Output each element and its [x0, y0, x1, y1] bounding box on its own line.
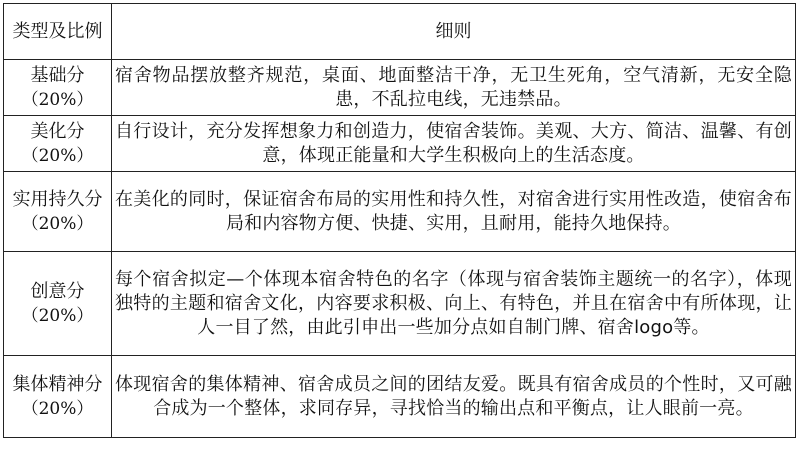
table-row: [4, 356, 796, 438]
category-name: 创意分: [30, 280, 85, 302]
details-cell: 在美化的同时，保证宿舍布局的实用性和持久性，对宿舍进行实用性改造，使宿舍布局和内容物方便、快捷、实用，且耐用，能持久地保持。: [112, 172, 796, 252]
table-row: [4, 60, 796, 116]
category-name: 实用持久分: [12, 188, 103, 210]
details-cell: 宿舍物品摆放整齐规范，桌面、地面整洁干净，无卫生死角，空气清新，无安全隐患，不乱拉电线，无违禁品。: [112, 60, 796, 116]
category-cell: [4, 116, 112, 172]
category-name: 集体精神分: [12, 373, 103, 395]
category-ratio: （20%）: [21, 398, 94, 419]
table-row: [4, 172, 796, 252]
details-cell: 体现宿舍的集体精神、宿舍成员之间的团结友爱。既具有宿舍成员的个性时，又可融合成为一个整体，求同存异，寻找恰当的输出点和平衡点，让人眼前一亮。: [112, 356, 796, 438]
category-ratio: （20%）: [21, 305, 94, 326]
category-cell: [4, 252, 112, 356]
category-cell: [4, 172, 112, 252]
category-name: 美化分: [30, 120, 85, 142]
category-ratio: （20%）: [21, 89, 94, 110]
category-cell: [4, 356, 112, 438]
category-ratio: （20%）: [21, 145, 94, 166]
table-row: [4, 116, 796, 172]
header-details: 细则: [112, 4, 796, 60]
table-header-row: [4, 4, 796, 60]
details-cell: 每个宿舍拟定—个体现本宿舍特色的名字（体现与宿舍装饰主题统一的名字），体现独特的主题和宿舍文化，内容要求积极、向上、有特色，并且在宿舍中有所体现，让人一目了然，由此引申出一些加分点如自制门牌、宿舍logo等。: [112, 252, 796, 356]
category-ratio: （20%）: [21, 213, 94, 234]
category-name: 基础分: [30, 64, 85, 86]
table-row: [4, 252, 796, 356]
scoring-rubric-table: [3, 3, 796, 438]
header-type-ratio: 类型及比例: [4, 4, 112, 60]
details-cell: 自行设计，充分发挥想象力和创造力，使宿舍装饰。美观、大方、简洁、温馨、有创意，体现正能量和大学生积极向上的生活态度。: [112, 116, 796, 172]
category-cell: [4, 60, 112, 116]
